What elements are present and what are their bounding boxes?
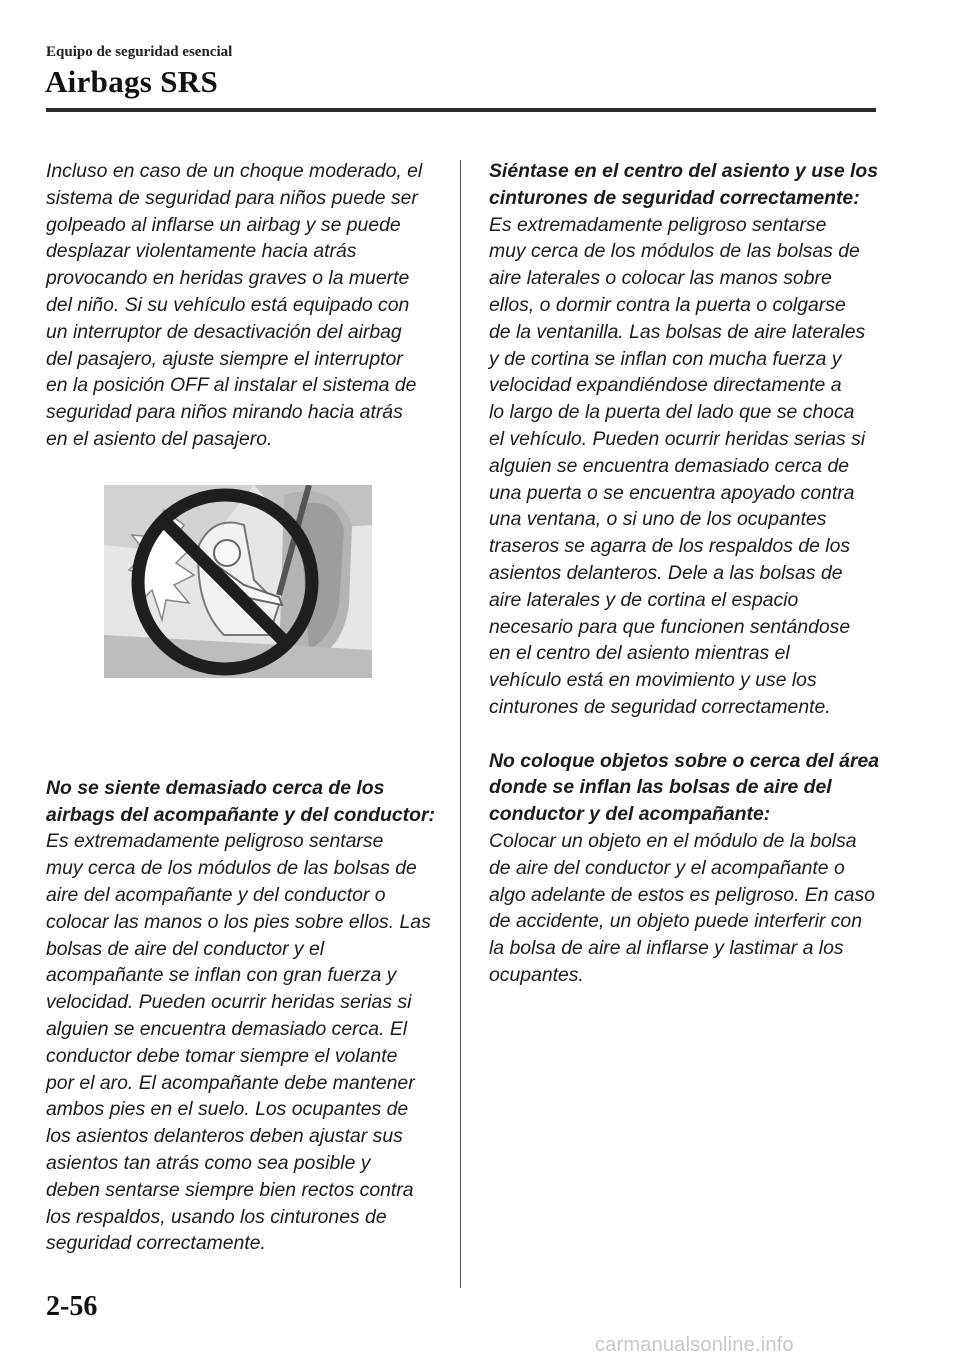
text-line: necesario para que funcionen sentándose	[489, 615, 851, 638]
text-line: lo largo de la puerta del lado que se choca	[489, 401, 855, 424]
text-line: del niño. Si su vehículo está equipado con	[46, 293, 410, 316]
text-line: colocar las manos o los pies sobre ellos. Las	[46, 910, 431, 933]
text-line: deben sentarse siempre bien rectos contra	[46, 1178, 414, 1201]
text-line: No se siente demasiado cerca de los	[46, 776, 385, 799]
text-line: una ventana, o si uno de los ocupantes	[489, 508, 827, 531]
text-line: aire laterales o colocar las manos sobre	[489, 267, 832, 290]
text-line: algo adelante de estos es peligroso. En caso	[489, 883, 875, 906]
text-line: traseros se agarra de los respaldos de los	[489, 535, 851, 558]
text-line: ocupantes.	[489, 963, 584, 986]
text-line: de accidente, un objeto puede interferir con	[489, 910, 862, 933]
text-line: en el asiento del pasajero.	[46, 427, 273, 450]
text-line: acompañante se inflan con gran fuerza y	[46, 964, 397, 987]
text-line: asientos tan atrás como sea posible y	[46, 1151, 371, 1174]
passenger-driver-airbag-body	[46, 828, 446, 1257]
text-line: de la ventanilla. Las bolsas de aire laterales	[489, 320, 866, 343]
seat-center-heading	[489, 158, 889, 212]
text-line: Es extremadamente peligroso sentarse	[46, 830, 384, 853]
text-line: en el centro del asiento mientras el	[489, 642, 790, 665]
paragraph-gap	[489, 721, 889, 748]
text-line: provocando en heridas graves o la muerte	[46, 267, 410, 290]
text-line: por el aro. El acompañante debe mantener	[46, 1071, 415, 1094]
passenger-driver-airbag-heading	[46, 775, 446, 829]
text-line: bolsas de aire del conductor y el	[46, 937, 325, 960]
text-line: muy cerca de los módulos de las bolsas de	[46, 857, 417, 880]
text-line: seguridad para niños mirando hacia atrás	[46, 401, 403, 424]
no-objects-heading	[489, 748, 889, 828]
right-column	[489, 158, 889, 989]
text-line: airbags del acompañante y del conductor:	[46, 803, 435, 826]
text-line: Incluso en caso de un choque moderado, el	[46, 160, 423, 182]
text-line: Siéntase en el centro del asiento y use los	[489, 160, 879, 182]
text-line: la bolsa de aire al inflarse y lastimar a los	[489, 937, 844, 960]
column-divider	[460, 160, 461, 1288]
text-line: los respaldos, usando los cinturones de	[46, 1205, 387, 1228]
text-line: seguridad correctamente.	[46, 1232, 266, 1255]
text-line: sistema de seguridad para niños puede ser	[46, 186, 418, 209]
text-line: conductor y del acompañante:	[489, 803, 771, 826]
text-line: cinturones de seguridad correctamente.	[489, 695, 831, 718]
watermark: carmanualsonline.info	[595, 1334, 794, 1356]
intro-paragraph	[46, 158, 446, 453]
header-rule	[46, 108, 876, 112]
section-label: Equipo de seguridad esencial	[46, 44, 233, 60]
text-line: alguien se encuentra demasiado cerca. El	[46, 1017, 408, 1040]
text-line: aire laterales y de cortina el espacio	[489, 588, 799, 611]
text-line: desplazar violentamente hacia atrás	[46, 240, 357, 263]
text-line: Es extremadamente peligroso sentarse	[489, 213, 827, 236]
text-line: alguien se encuentra demasiado cerca de	[489, 454, 850, 477]
prohibition-figure-svg	[104, 485, 372, 678]
no-objects-body	[489, 828, 889, 989]
text-line: ellos, o dormir contra la puerta o colgarse	[489, 293, 846, 316]
text-line: los asientos delanteros deben ajustar sus	[46, 1125, 403, 1148]
text-line: No coloque objetos sobre o cerca del área	[489, 749, 880, 772]
text-line: en la posición OFF al instalar el sistema de	[46, 374, 417, 397]
left-column	[46, 158, 446, 1257]
text-line: muy cerca de los módulos de las bolsas de	[489, 240, 860, 263]
text-line: conductor debe tomar siempre el volante	[46, 1044, 398, 1067]
text-line: una puerta o se encuentra apoyado contra	[489, 481, 855, 504]
text-line: velocidad expandiéndose directamente a	[489, 374, 842, 397]
text-line: vehículo está en movimiento y use los	[489, 669, 817, 692]
text-line: del pasajero, ajuste siempre el interruptor	[46, 347, 403, 370]
text-line: golpeado al inflarse un airbag y se puede	[46, 213, 401, 236]
text-line: el vehículo. Pueden ocurrir heridas serias si	[489, 427, 866, 450]
text-line: asientos delanteros. Dele a las bolsas de	[489, 561, 843, 584]
text-line: aire del acompañante y del conductor o	[46, 883, 386, 906]
text-line: cinturones de seguridad correctamente:	[489, 186, 860, 209]
page-number: 2-56	[46, 1291, 98, 1322]
side-curtain-airbag-body	[489, 212, 889, 721]
page-title: Airbags SRS	[45, 64, 218, 99]
text-line: y de cortina se inflan con mucha fuerza y	[489, 347, 842, 370]
text-line: de aire del conductor y el acompañante o	[489, 856, 845, 879]
text-line: Colocar un objeto en el módulo de la bolsa	[489, 829, 857, 852]
text-line: ambos pies en el suelo. Los ocupantes de	[46, 1098, 409, 1121]
text-line: donde se inflan las bolsas de aire del	[489, 776, 832, 799]
child-seat-warning-illustration	[104, 485, 372, 678]
text-line: un interruptor de desactivación del airbag	[46, 320, 402, 343]
text-line: velocidad. Pueden ocurrir heridas serias si	[46, 991, 412, 1014]
